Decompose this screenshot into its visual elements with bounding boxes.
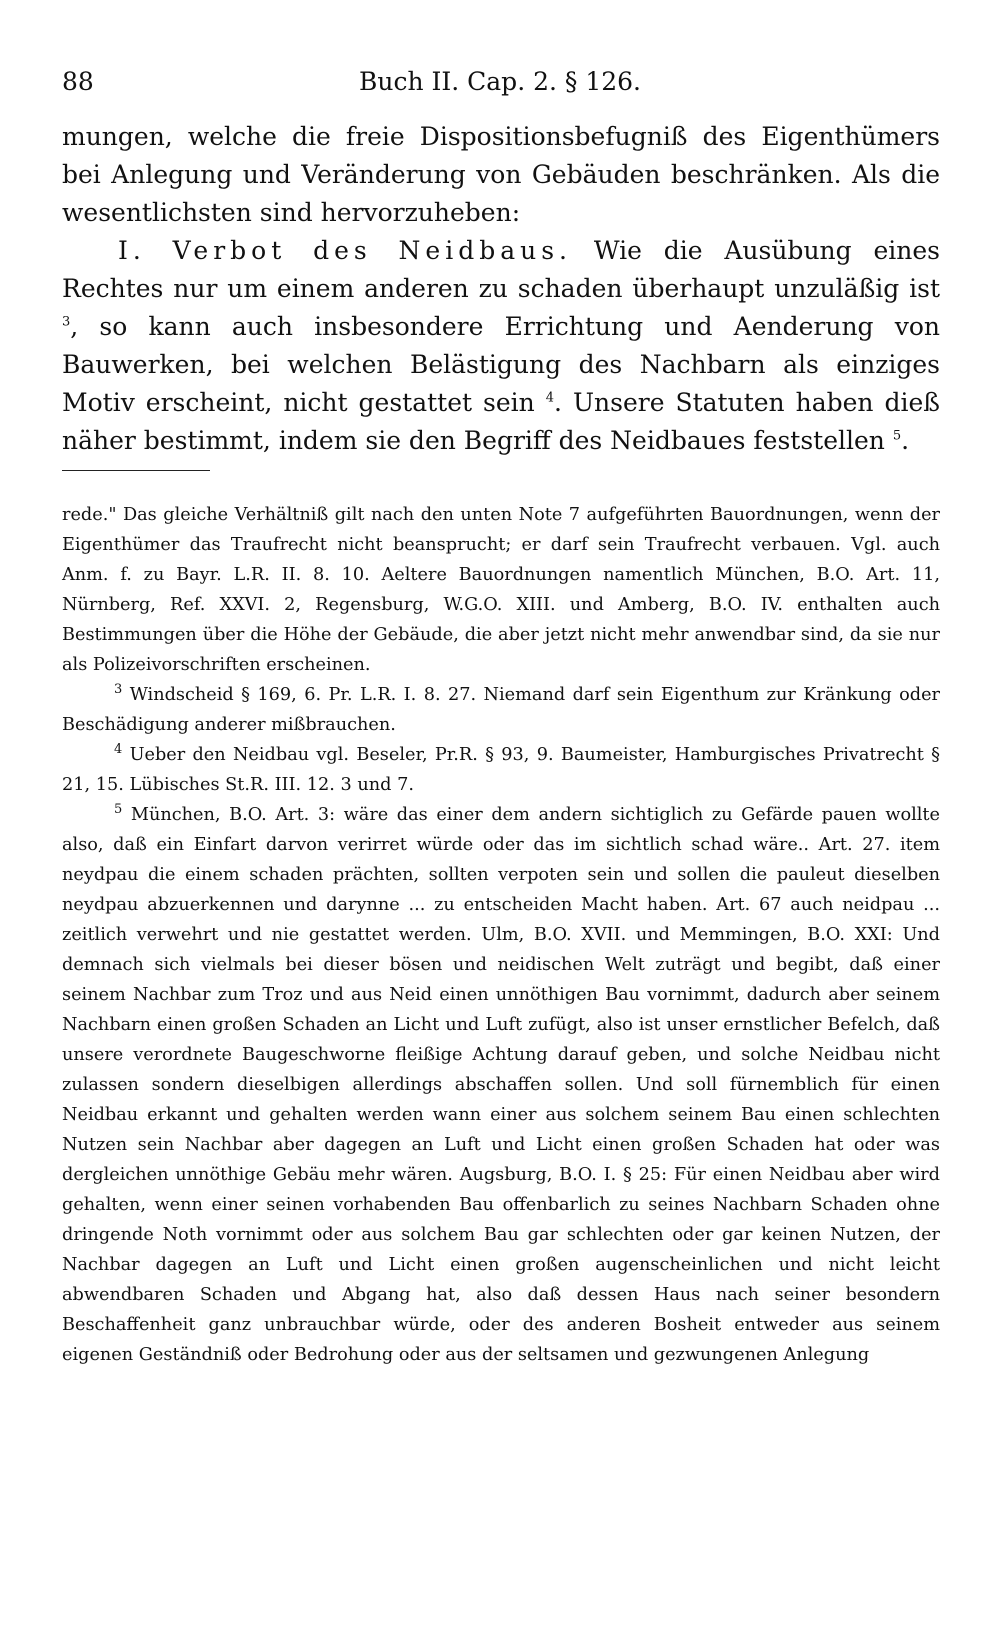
footnote-divider — [62, 470, 210, 471]
footnote-ref-5: 5 — [892, 428, 902, 444]
page-header — [62, 62, 938, 102]
main-text — [62, 118, 940, 460]
paragraph-text: . — [901, 426, 910, 455]
footnote-5 — [62, 800, 940, 1370]
footnote-text: München, B.O. Art. 3: wäre das einer dem andern sichtiglich zu Gefärde pauen wollte also, daß ein Einfart darvon verirret würde oder das im sichtlich schad wäre.. Art. 27. item neydpau die einem schaden prächten, sollten verpoten sein und sollen die pauleut dieselben neydpau abzuerkennen und darynne ... zu entscheiden Macht haben. Art. 67 auch neidpau ... zeitlich verwehrt und nie gestattet werden. Ulm, B.O. XVII. und Memmingen, B.O. XXI: Und demnach sich vielmals bei dieser bösen und neidischen Welt zuträgt und begibt, daß einer seinem Nachbar zum Troz und aus Neid einen unnöthigen Bau vornimmt, dadurch aber seinem Nachbarn einen großen Schaden an Licht und Luft zufügt, also ist unser ernstlicher Befelch, daß unsere verordnete Baugeschworne fleißige Achtung darauf geben, und solche Neidbau nicht zulassen sondern dieselbigen allerdings abschaffen sollen. Und soll fürnemblich für einen Neidbau erkannt und gehalten werden wann einer aus solchem seinem Bau einen schlechten Nutzen sein Nachbar aber dagegen an Luft und Licht einen großen Schaden hat oder was dergleichen unnöthige Gebäu mehr wären. Augsburg, B.O. I. § 25: Für einen Neidbau aber wird gehalten, wenn einer seinen vorhabenden Bau offenbarlich zu seines Nachbarn Schaden ohne dringende Noth vornimmt oder aus solchem Bau gar schlechten oder gar keinen Nutzen, der Nachbar dagegen an Luft und Licht einen großen augenscheinlichen und nicht leicht abwendbaren Schaden und Abgang hat, also daß dessen Haus nach seiner besondern Beschaffenheit ganz unbrauchbar würde, oder des anderen Bosheit entweder aus seinem eigenen Geständniß oder Bedrohung oder aus der seltsamen und gezwungenen Anlegung — [62, 805, 940, 1365]
running-title: Buch II. Cap. 2. § 126. — [358, 67, 641, 96]
footnote-marker: 3 — [114, 682, 123, 698]
section-heading: I. Verbot des Neidbaus. — [118, 236, 573, 265]
paragraph-continuation: mungen, welche die freie Dispositionsbefugniß des Eigenthümers bei Anlegung und Veränderung von Gebäuden beschränken. Als die wesentlichsten sind hervorzuheben: — [62, 122, 940, 227]
footnote-4 — [62, 740, 940, 800]
footnote-text: Windscheid § 169, 6. Pr. L.R. I. 8. 27. Niemand darf sein Eigenthum zur Kränkung oder Beschädigung anderer mißbrauchen. — [62, 685, 940, 735]
footnote-ref-3: 3 — [62, 314, 71, 330]
footnote-marker: 5 — [114, 802, 123, 818]
footnotes — [62, 500, 940, 1370]
footnote-text: Ueber den Neidbau vgl. Beseler, Pr.R. § 93, 9. Baumeister, Hamburgisches Privatrecht § 21, 15. Lübisches St.R. III. 12. 3 und 7. — [62, 745, 940, 795]
paragraph-text: , so kann auch insbesondere Errichtung und Aenderung von Bauwerken, bei welchen Belästigung des Nachbarn als einziges Motiv erscheint, nicht gestattet sein — [62, 312, 940, 417]
footnote-marker: 4 — [114, 742, 123, 758]
paragraph-text: . Unsere Statuten haben dieß näher bestimmt, indem sie den Begriff des Neidbaues feststellen — [62, 388, 940, 455]
footnote-3 — [62, 680, 940, 740]
paragraph-text: Wie die Ausübung eines Rechtes nur um einem anderen zu schaden überhaupt unzuläßig ist — [62, 236, 940, 303]
footnote-ref-4: 4 — [545, 390, 555, 406]
page-number: 88 — [62, 67, 94, 96]
footnote-continuation: rede." Das gleiche Verhältniß gilt nach den unten Note 7 aufgeführten Bauordnungen, wenn der Eigenthümer das Traufrecht nicht beansprucht; er darf sein Traufrecht verbauen. Vgl. auch Anm. f. zu Bayr. L.R. II. 8. 10. Aeltere Bauordnungen namentlich München, B.O. Art. 11, Nürnberg, Ref. XXVI. 2, Regensburg, W.G.O. XIII. und Amberg, B.O. IV. enthalten auch Bestimmungen über die Höhe der Gebäude, die aber jetzt nicht mehr anwendbar sind, da sie nur als Polizeivorschriften erscheinen. — [62, 505, 940, 675]
paragraph-neidbau — [62, 232, 940, 460]
